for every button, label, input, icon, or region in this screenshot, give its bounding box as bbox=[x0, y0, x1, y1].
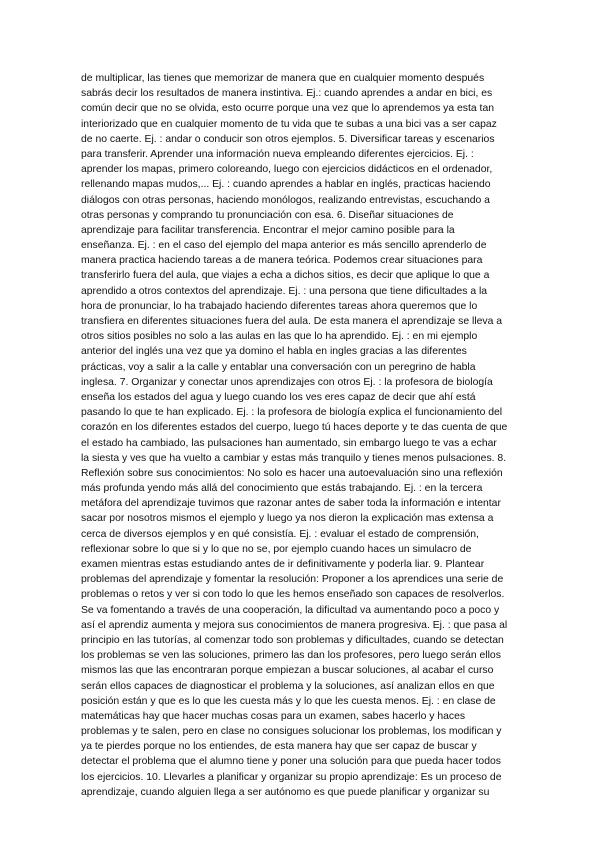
text-line: otras personas y comprando tu pronunciación con esa. 6. Diseñar situaciones de bbox=[81, 209, 454, 221]
text-line: problemas o retos y ver si con todo lo que les hemos enseñado son capaces de resolverlos. bbox=[81, 589, 505, 601]
text-line: sabrás decir los resultados de manera instintiva. Ej.: cuando aprendes a andar en bici, es bbox=[81, 88, 493, 100]
text-line: enseñanza. Ej. : en el caso del ejemplo del mapa anterior es más sencillo aprenderlo de bbox=[81, 240, 487, 252]
text-line: aprendido a otros contextos del aprendizaje. Ej. : una persona que tiene dificultades a la bbox=[81, 285, 488, 297]
text-line: inglesa. 7. Organizar y conectar unos aprendizajes con otros Ej. : la profesora de biología bbox=[81, 376, 493, 388]
text-line: más profunda yendo más allá del conocimiento que estás trabajando. Ej. : en la tercera bbox=[81, 483, 483, 495]
text-line: cerca de diversos ejemplos y en qué consistía. Ej. : evaluar el estado de comprensión, bbox=[81, 528, 479, 540]
text-line: problemas del aprendizaje y fomentar la resolución: Proponer a los aprendices una serie de bbox=[81, 574, 504, 586]
text-line: la siesta y ves que ha vuelto a cambiar y estas más tranquilo y tienes menos pulsaciones. 8. bbox=[81, 452, 507, 464]
text-line: diálogos con otras personas, haciendo monólogos, realizando entrevistas, escuchando a bbox=[81, 194, 490, 206]
text-line: de no caerte. Ej. : andar o conducir son otros ejemplos. 5. Diversificar tareas y escenarios bbox=[81, 133, 495, 145]
text-line: principio en las tutorías, al comenzar todo son problemas y dificultades, cuando se detectan bbox=[81, 634, 504, 646]
text-line: interiorizado que en cualquier momento de tu vida que te subas a una bici vas a ser capaz bbox=[81, 118, 497, 130]
text-line: anterior del inglés una vez que ya domino el habla en ingles gracias a las diferentes bbox=[81, 346, 467, 358]
text-line: enseña los estados del agua y luego cuando los ves eres capaz de decir que ahí está bbox=[81, 391, 476, 403]
text-line: matemáticas hay que hacer muchas cosas para un examen, sabes hacerlo y haces bbox=[81, 710, 466, 722]
text-line: los problemas se ven las soluciones, primero las dan los profesores, pero luego serán ellos bbox=[81, 650, 501, 662]
text-line: metáfora del aprendizaje tuvimos que razonar antes de saber toda la información e intentar bbox=[81, 498, 501, 510]
text-line: prácticas, voy a salir a la calle y entablar una conversación con un peregrino de habla bbox=[81, 361, 476, 373]
text-line: ya te pierdes porque no los entiendes, de esta manera hay que ser capaz de buscar y bbox=[81, 741, 477, 753]
text-line: los ejercicios. 10. Llevarles a planificar y organizar su propio aprendizaje: Es un proceso de bbox=[81, 771, 502, 783]
text-line: manera practica haciendo tareas a de manera teórica. Podemos crear situaciones para bbox=[81, 255, 483, 267]
body-text bbox=[81, 71, 521, 800]
text-line: corazón en los diferentes estados del cuerpo, luego tú haces deporte y te das cuenta de que bbox=[81, 422, 508, 434]
text-line: transferirlo fuera del aula, que viajes a echa a dichos sitios, es decir que aplique lo que a bbox=[81, 270, 490, 282]
text-line: serán ellos capaces de diagnosticar el problema y la soluciones, así analizan ellos en que bbox=[81, 680, 495, 692]
text-line: de multiplicar, las tienes que memorizar de manera que en cualquier momento después bbox=[81, 73, 485, 84]
text-line: sacar por nosotros mismos el ejemplo y luego ya nos dieron la explicación mas extensa a bbox=[81, 513, 494, 525]
text-line: examen mientras estas estudiando antes de ir definitivamente y poderla liar. 9. Plantear bbox=[81, 559, 485, 570]
text-line: Reflexión sobre sus conocimientos: No solo es hacer una autoevaluación sino una reflexión bbox=[81, 467, 503, 479]
text-line: así el aprendiz aumenta y mejora sus conocimientos de manera progresiva. Ej. : que pasa al bbox=[81, 619, 508, 631]
text-line: hora de pronunciar, lo ha trabajado haciendo diferentes tareas ahora queremos que lo bbox=[81, 300, 478, 312]
text-line: aprendizaje para facilitar transferencia. Encontrar el mejor camino posible para la bbox=[81, 224, 455, 236]
text-line: común decir que no se olvida, esto ocurre porque una vez que lo aprendemos ya esta tan bbox=[81, 103, 494, 115]
text-line: aprender los mapas, primero coloreando, luego con ejercicios didácticos en el ordenador, bbox=[81, 164, 493, 176]
text-line: rellenando mapas mudos,... Ej. : cuando aprendes a hablar en inglés, practicas haciendo bbox=[81, 179, 491, 191]
text-line: otros sitios posibles no solo a las aulas en las que lo ha aprendido. Ej. : en mi ejemplo bbox=[81, 331, 478, 343]
text-line: el estado ha cambiado, las pulsaciones han aumentado, sin embargo luego te vas a echar bbox=[81, 437, 497, 449]
text-line: posición están y que es lo que les cuesta más y lo que les cuesta menos. Ej. : en clase de bbox=[81, 695, 496, 707]
text-line: mismos las que las encontraran porque empiezan a buscar soluciones, al acabar el curso bbox=[81, 665, 494, 677]
text-line: pasando lo que te han explicado. Ej. : la profesora de biología explica el funcionamiento del bbox=[81, 407, 503, 419]
text-line: aprendizaje, cuando alguien llega a ser autónomo es que puede planificar y organizar su bbox=[81, 786, 490, 798]
text-line: Se va fomentando a través de una cooperación, la dificultad va aumentando poco a poco y bbox=[81, 604, 500, 616]
text-line: problemas y te salen, pero en clase no consigues solucionar los problemas, los modifican y bbox=[81, 726, 502, 738]
text-line: para transferir. Aprender una información nueva empleando diferentes ejercicios. Ej. : bbox=[81, 148, 474, 160]
text-line: transfiera en diferentes situaciones fuera del aula. De esta manera el aprendizaje se lleva a bbox=[81, 316, 503, 327]
text-line: reflexionar sobre lo que si y lo que no se, por ejemplo cuando haces un simulacro de bbox=[81, 543, 472, 555]
text-line: detectar el problema que el alumno tiene y poner una solución para que pueda hacer todos bbox=[81, 756, 501, 768]
